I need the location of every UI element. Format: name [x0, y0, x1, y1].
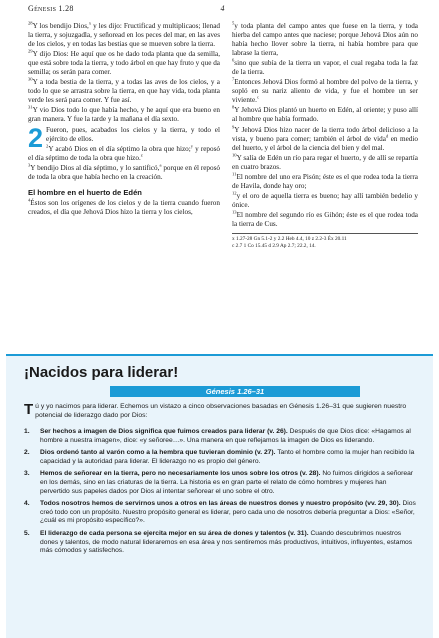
item-number: 1. — [24, 428, 30, 435]
verse-text: en medio del huerto, y el árbol de la ciencia del bien y del mal. — [232, 134, 418, 152]
observation-item — [24, 500, 418, 526]
verse-paragraph — [28, 126, 220, 144]
verse-text: Y a toda bestia de la tierra, y a todas las aves de los cielos, y a todo lo que se arrastra sobre la tierra, en que hay vida, toda planta verde les será para comer. Y fue así. — [28, 78, 220, 105]
chapter-block — [28, 122, 220, 182]
observation-list — [24, 428, 418, 560]
verse-number: 10 — [232, 152, 237, 158]
verse-text: Y salía de Edén un río para regar el huerto, y de allí se repartía en cuatro brazos. — [232, 153, 418, 171]
verse-text: Y acabó Dios en el día séptimo la obra que hizo; — [48, 144, 191, 153]
observation-item — [24, 449, 418, 466]
item-number: 4. — [24, 500, 30, 508]
xref-row: c 2.7 1 Co 15.45 d 2.9 Ap 2.7; 22.2, 14. — [232, 242, 316, 249]
verse-text: Éstos son los orígenes de los cielos y de la tierra cuando fueron creados, el día que Jehová Dios hizo la tierra y los cielos, — [28, 198, 220, 216]
observation-item — [24, 470, 418, 496]
verse-number: 11 — [232, 171, 237, 177]
item-lead: Hemos de señorear en la tierra, pero no necesariamente los unos sobre los otros (v. 28). — [40, 470, 321, 478]
verse-text: sino que subía de la tierra un vapor, el cual regaba toda la faz de la tierra. — [232, 59, 418, 77]
verse-paragraph — [232, 211, 418, 229]
page-number: 4 — [220, 4, 225, 13]
verse-number: 7 — [232, 76, 235, 82]
verse-paragraph — [232, 126, 418, 153]
verse-number: 5 — [232, 20, 235, 26]
item-lead: Dios ordenó tanto al varón como a la hembra que tuvieran dominio (v. 27). — [40, 449, 276, 457]
verse-paragraph — [232, 22, 418, 58]
item-text: No fuimos dirigidos a señorear en los demás, sino en las criaturas de la tierra. La historia es en gran parte el relato de cómo hombres y mujeres han pervertido sus papeles dados por Dios al intentar señorear el uno sobre el otro. — [40, 470, 414, 495]
verse-text: y el oro de aquella tierra es bueno; hay allí también bedelio y ónice. — [232, 191, 418, 209]
item-number: 5. — [24, 529, 30, 537]
verse-paragraph — [232, 59, 418, 77]
verse-number: 3 — [28, 162, 31, 168]
observation-item — [24, 530, 418, 556]
box-title: ¡Nacidos para liderar! — [24, 364, 179, 381]
item-lead: Todos nosotros hemos de servirnos unos a otros en las áreas de nuestros dones y nuestro propósito (vv. 29, 30). — [40, 500, 401, 508]
xref-row: x 1.27-28 Gn 5.1-2 y 2.2 Heb 4.4, 10 z 2.2-3 Éx 20.11 — [232, 236, 347, 243]
verse-text: Y bendijo Dios al día séptimo, y lo santificó, — [30, 163, 160, 172]
item-text: Cuando descubrimos nuestros dones y talentos, de modo natural lideraremos en esa área y nos sentiremos más productivos, intuitivos, influyentes, estamos más cómodos y satisfechos. — [40, 529, 413, 555]
verse-text: y reposó el día séptimo de toda la obra que hizo. — [28, 144, 220, 162]
item-text: Tanto el hombre como la mujer han recibido la capacidad y la autoridad para liderar. El liderazgo no es propio del género. — [40, 449, 415, 465]
verse-text: El nombre del uno era Pisón; éste es el que rodea toda la tierra de Havila, donde hay oro; — [232, 172, 418, 190]
verse-text: porque en él reposó de toda la obra que había hecho en la creación. — [28, 163, 220, 181]
verse-paragraph — [232, 154, 418, 172]
item-lead: El liderazgo de cada persona se ejercita mejor en su área de dones y talentos (v. 31). — [40, 529, 309, 537]
running-head: Génesis 1.28 — [28, 4, 74, 13]
footnote-marker: x — [88, 20, 92, 26]
verse-number: 28 — [28, 20, 33, 26]
verse-number: 29 — [28, 48, 33, 54]
verse-block-after-heading — [28, 199, 220, 217]
verse-number: 9 — [232, 124, 235, 130]
footnote-marker: z — [140, 152, 143, 158]
verse-number: 4 — [28, 197, 31, 203]
verse-number: 12 — [232, 190, 237, 196]
verse-paragraph — [28, 78, 220, 105]
verse-paragraph — [28, 164, 220, 182]
footnote-marker: d — [385, 133, 389, 139]
item-lead: Ser hechos a imagen de Dios significa que fuimos creados para liderar (v. 26). — [40, 428, 288, 435]
observation-item — [24, 428, 418, 445]
verse-paragraph — [232, 173, 418, 191]
leadership-box — [6, 354, 433, 638]
verse-number: 13 — [232, 209, 237, 215]
verse-paragraph — [232, 192, 418, 210]
footnote-marker: a — [159, 162, 162, 168]
verse-paragraph — [28, 199, 220, 217]
item-text: Después de que Dios dice: «Hagamos al hombre a nuestra imagen», dice: «y señoree…». Una manera en que reflejamos la imagen de Dios es liderando. — [40, 428, 411, 444]
verse-number: 8 — [232, 105, 235, 111]
verse-paragraph — [232, 106, 418, 124]
verse-block — [28, 22, 220, 125]
cross-references — [232, 233, 418, 250]
box-intro — [24, 403, 416, 420]
footnote-marker: y — [190, 143, 194, 149]
verse-paragraph — [28, 145, 220, 163]
section-heading: El hombre en el huerto de Edén — [28, 187, 142, 197]
box-reference: Génesis 1.26–31 — [110, 386, 360, 397]
item-text: Dios creó todo con un propósito. Nuestro propósito general es liderar, pero cada uno de nosotros debería preguntar a Dios: «Señor, ¿cuál es mi propósito específico?». — [40, 500, 416, 525]
verse-text: Y Jehová Dios hizo nacer de la tierra todo árbol delicioso a la vista, y bueno para comer; también el árbol de vida — [232, 125, 418, 143]
verse-text: y toda planta del campo antes que fuese en la tierra, y toda hierba del campo antes que naciese; porque Jehová Dios aún no había hecho llover sobre la tierra, ni había hombre para que labrase la tierra, — [232, 22, 418, 58]
verse-paragraph — [28, 22, 220, 49]
page-header — [28, 4, 417, 18]
verse-paragraph — [232, 78, 418, 105]
verse-text: Y Jehová Dios plantó un huerto en Edén, al oriente; y puso allí al hombre que había formado. — [232, 106, 418, 124]
verse-block — [232, 22, 418, 229]
verse-text: y les dijo: Fructificad y multiplicaos; llenad la tierra, y sojuzgadla, y señoread en los peces del mar, en las aves de los cielos, y en todas las bestias que se mueven sobre la tierra. — [28, 22, 220, 49]
verse-paragraph — [28, 50, 220, 77]
verse-text: El nombre del segundo río es Gihón; éste es el que rodea toda la tierra de Cus. — [232, 210, 418, 228]
chapter-verses — [28, 122, 220, 182]
footnote-marker: c — [256, 94, 259, 100]
verse-text: Y vio Dios todo lo que había hecho, y he aquí que era bueno en gran manera. Y fue la tarde y la mañana el día sexto. — [28, 106, 220, 124]
right-column — [232, 22, 418, 250]
left-column — [28, 22, 220, 218]
verse-number: 31 — [28, 105, 33, 111]
verse-number: 6 — [232, 57, 235, 63]
intro-text: ú y yo nacimos para liderar. Echemos un vistazo a cinco observaciones basadas en Génesis 1.26–31 que sugieren nuestro potencial de liderazgo dado por Dios: — [35, 403, 407, 419]
verse-number: 2 — [46, 143, 49, 149]
verse-text: Fueron, pues, acabados los cielos y la tierra, y todo el ejército de ellos. — [46, 125, 220, 143]
item-number: 2. — [24, 449, 30, 457]
verse-text: Entonces Jehová Dios formó al hombre del polvo de la tierra, y sopló en su nariz aliento de vida, y fue el hombre un ser viviente. — [232, 78, 418, 105]
verse-text: Y dijo Dios: He aquí que os he dado toda planta que da semilla, que está sobre toda la tierra, y todo árbol en que hay fruto y que da semilla; os serán para comer. — [28, 50, 220, 77]
verse-paragraph — [28, 106, 220, 124]
chapter-number: 2 — [28, 122, 44, 153]
item-number: 3. — [24, 470, 30, 478]
verse-number: 30 — [28, 76, 33, 82]
intro-initial: T — [24, 401, 34, 418]
verse-text: Y los bendijo Dios, — [32, 22, 89, 30]
